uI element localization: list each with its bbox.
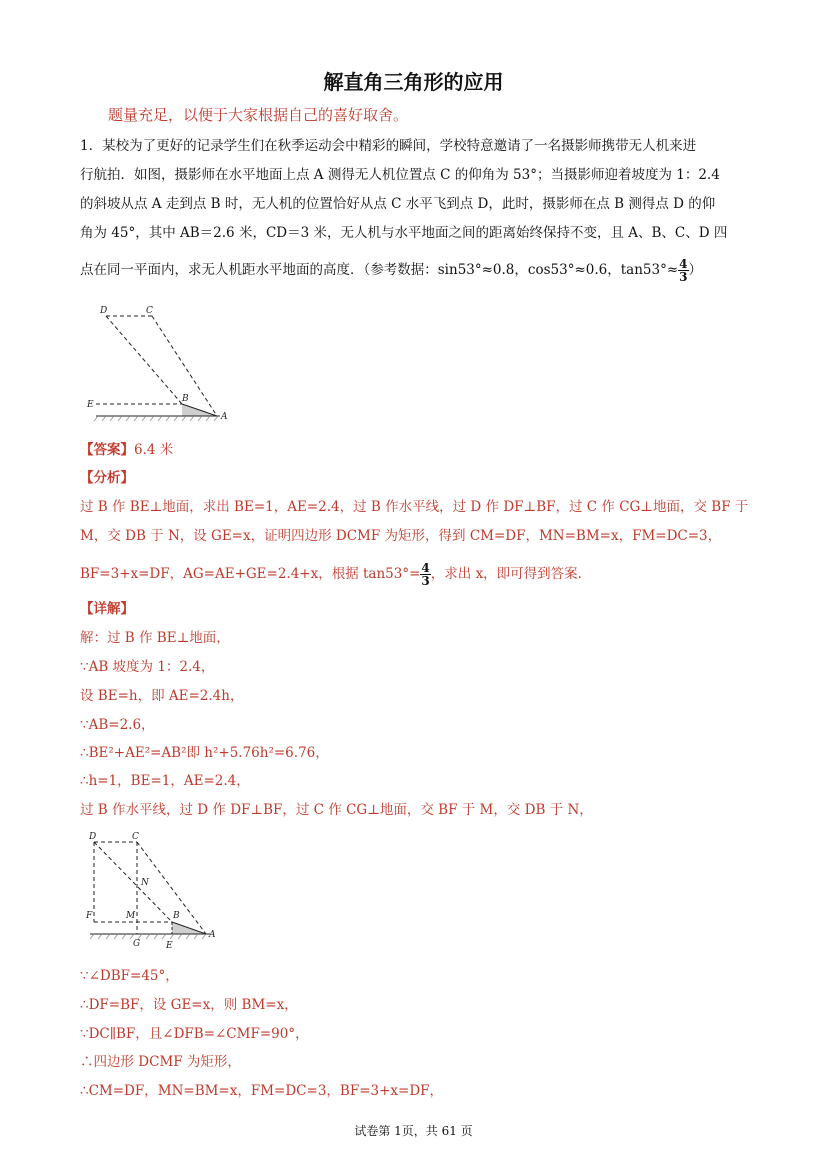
detail-line: ∴h=1，BE=1，AE=2.4， — [80, 773, 250, 789]
point-label-e: E — [166, 941, 173, 951]
answer-row — [80, 440, 173, 460]
page-footer: 试卷第 1页，共 61 页 — [354, 1124, 473, 1138]
fraction-numerator: 4 — [679, 257, 688, 271]
analysis-line: 过 B 作 BE⊥地面，求出 BE=1，AE=2.4，过 B 作水平线，过 D 作 DF⊥BF，过 C 作 CG⊥地面，交 BF 于 — [80, 499, 749, 515]
fraction-denominator: 3 — [679, 270, 688, 284]
ground-hatch — [90, 934, 206, 939]
point-label-m: M — [126, 911, 136, 921]
detail-line: 过 B 作水平线，过 D 作 DF⊥BF，过 C 作 CG⊥地面，交 BF 于 M，交 DB 于 N， — [80, 802, 593, 818]
point-label-c: C — [132, 832, 139, 842]
question-line: 1．某校为了更好的记录学生们在秋季运动会中精彩的瞬间，学校特意邀请了一名摄影师携带无人机来进 — [80, 138, 697, 154]
figure-1 — [82, 300, 232, 425]
question-line: 的斜坡从点 A 走到点 B 时，无人机的位置恰好从点 C 水平飞到点 D，此时，摄影师在点 B 测得点 D 的仰 — [80, 196, 716, 212]
fraction — [678, 258, 688, 283]
analysis-text: ，求出 x，即可得到答案． — [430, 566, 592, 582]
question-tail: ） — [688, 262, 702, 278]
ground-hatch — [94, 416, 218, 421]
fraction — [420, 562, 430, 587]
point-label-a: A — [209, 930, 216, 940]
point-label-d: D — [100, 306, 108, 316]
line-db — [106, 316, 182, 404]
analysis-label: 【分析】 — [80, 470, 134, 486]
detail-line: ∵DC∥BF，且∠DFB=∠CMF=90°， — [80, 1026, 309, 1042]
answer-value: 6.4 米 — [134, 442, 174, 458]
point-label-d: D — [89, 832, 97, 842]
line-ca — [137, 842, 206, 934]
detail-line: ∵AB=2.6， — [80, 717, 155, 733]
detail-line: 解：过 B 作 BE⊥地面， — [80, 630, 230, 646]
detail-line: ∵∠DBF=45°， — [80, 968, 179, 984]
detail-line: ∵AB 坡度为 1：2.4， — [80, 659, 215, 675]
line-db — [94, 842, 172, 922]
detail-line: ∴四边形 DCMF 为矩形， — [80, 1054, 241, 1070]
detail-label: 【详解】 — [80, 601, 134, 617]
point-label-g: G — [133, 939, 141, 949]
point-label-f: F — [86, 911, 93, 921]
page-title: 解直角三角形的应用 — [323, 70, 504, 94]
detail-line: ∴BE²+AE²=AB²即 h²+5.76h²=6.76， — [80, 745, 329, 761]
fraction-numerator: 4 — [421, 561, 430, 575]
point-label-c: C — [146, 306, 153, 316]
point-label-n: N — [141, 878, 149, 888]
figure-2 — [82, 828, 222, 953]
question-line: 角为 45°，其中 AB＝2.6 米，CD＝3 米，无人机与水平地面之间的距离始终保持不变，且 A、B、C、D 四 — [80, 225, 728, 241]
analysis-line: M，交 DB 于 N，设 GE=x，证明四边形 DCMF 为矩形，得到 CM=DF，MN=BM=x，FM=DC=3， — [80, 528, 722, 544]
detail-line: 设 BE=h，即 AE=2.4h， — [80, 688, 244, 704]
point-label-b: B — [182, 394, 189, 404]
point-label-b: B — [173, 911, 180, 921]
answer-label: 【答案】 — [80, 442, 134, 458]
question-line: 行航拍．如图，摄影师在水平地面上点 A 测得无人机位置点 C 的仰角为 53°；当摄影师迎着坡度为 1：2.4 — [80, 167, 720, 183]
fraction-denominator: 3 — [421, 574, 430, 588]
analysis-text: BF=3+x=DF，AG=AE+GE=2.4+x，根据 tan53°= — [80, 566, 421, 582]
subtitle: 题量充足，以便于大家根据自己的喜好取舍。 — [108, 106, 409, 124]
point-label-a: A — [221, 412, 228, 422]
detail-line: ∴DF=BF，设 GE=x，则 BM=x， — [80, 997, 298, 1013]
analysis-line-3 — [80, 562, 591, 587]
question-line-last — [80, 258, 702, 283]
point-label-e: E — [87, 400, 94, 410]
detail-line: ∴CM=DF，MN=BM=x，FM=DC=3，BF=3+x=DF， — [80, 1083, 444, 1099]
question-text: 点在同一平面内，求无人机距水平地面的高度．（参考数据：sin53°≈0.8，cos53°≈0.6，tan53°≈ — [80, 262, 679, 278]
